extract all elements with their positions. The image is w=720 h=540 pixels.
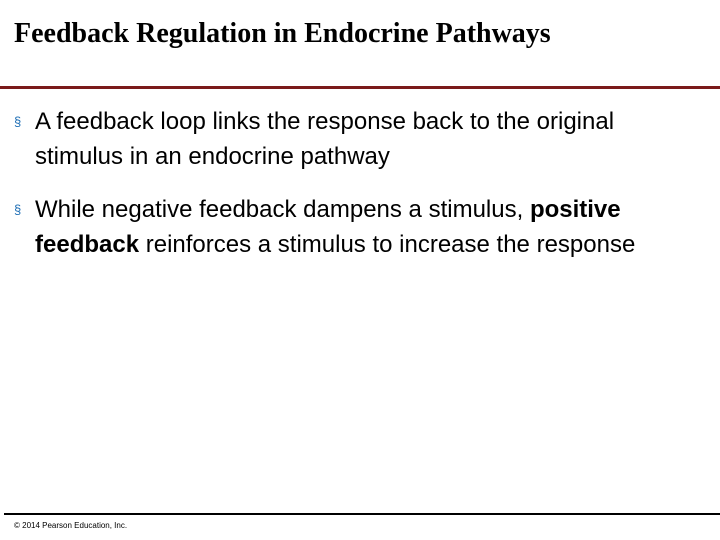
copyright-notice: © 2014 Pearson Education, Inc. xyxy=(14,521,128,530)
bullet-item-positive-feedback xyxy=(0,192,696,262)
bullet-marker-icon: § xyxy=(14,202,22,217)
bullet-marker-icon: § xyxy=(14,114,22,129)
bullet-list xyxy=(0,104,720,280)
title-divider xyxy=(0,86,720,89)
bullet-text-before: While negative feedback dampens a stimulus, xyxy=(35,196,530,223)
slide-title: Feedback Regulation in Endocrine Pathways xyxy=(14,18,551,49)
bullet-item-feedback-loop xyxy=(0,104,696,174)
bullet-emphasis-term: positive feedback xyxy=(35,196,621,258)
bullet-text: A feedback loop links the response back to the original stimulus in an endocrine pathway xyxy=(35,108,615,170)
footer-divider xyxy=(4,513,720,515)
bullet-text-after: reinforces a stimulus to increase the response xyxy=(139,231,636,258)
